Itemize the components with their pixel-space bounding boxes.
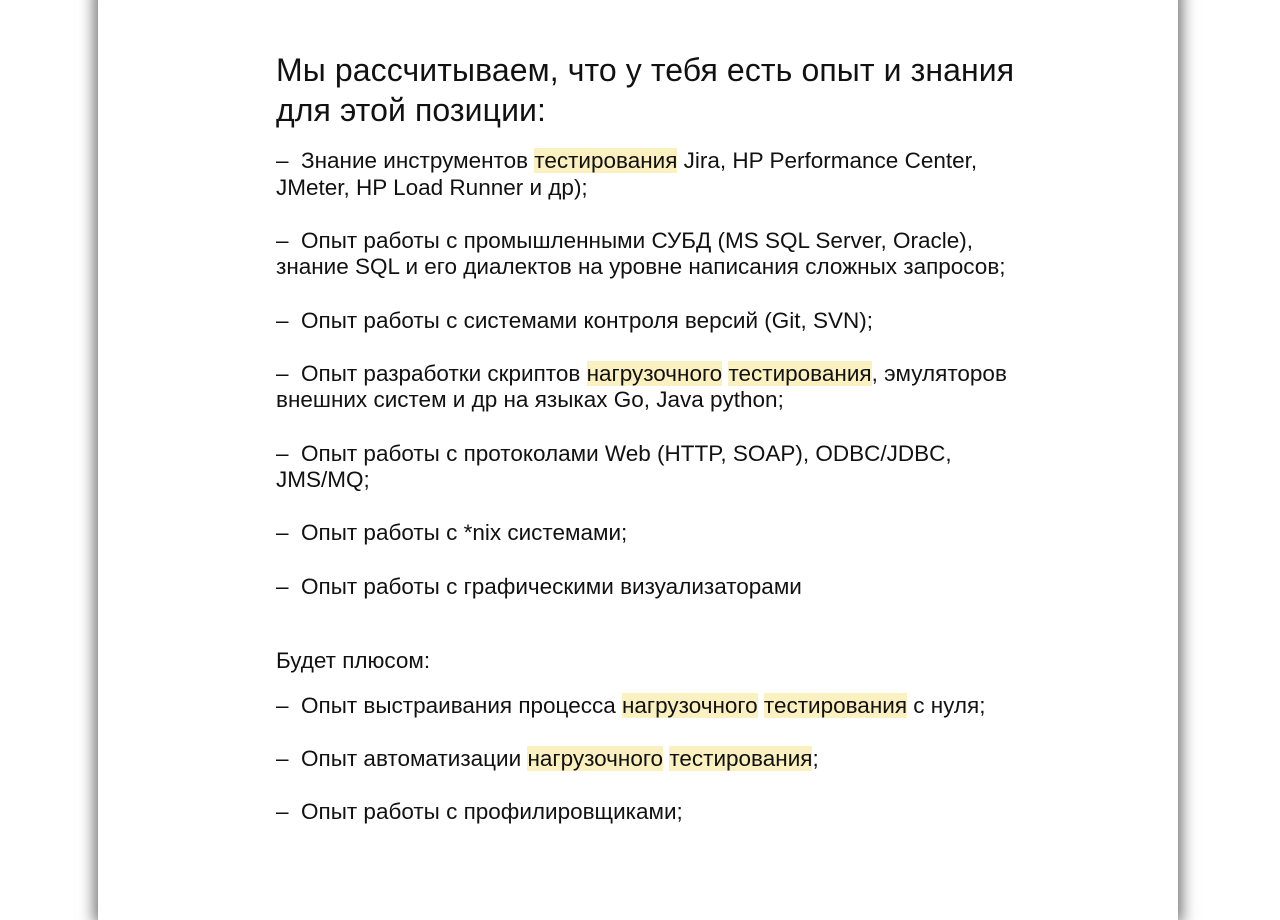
spacer — [276, 414, 1016, 441]
search-highlight: нагрузочного — [621, 692, 758, 718]
spacer — [276, 600, 1016, 648]
text-run: – Опыт работы с промышленными СУБД (MS SQL Server, Oracle), знание SQL и его диалектов на уровне написания сложных запросов; — [276, 227, 1006, 280]
spacer — [276, 772, 1016, 799]
plus-item — [276, 799, 1016, 826]
plus-item — [276, 746, 1016, 773]
text-run: , эмуляторов внешних систем и др на языках Go, Java python; — [276, 360, 1014, 413]
requirement-item — [276, 308, 1016, 335]
section-heading: Мы рассчитываем, что у тебя есть опыт и знания для этой позиции: — [276, 52, 1015, 128]
text-run: – Опыт работы с графическими визуализаторами — [276, 573, 802, 599]
plus-heading: Будет плюсом: — [276, 648, 431, 674]
text-run: – Опыт разработки скриптов — [276, 360, 587, 386]
text-run: ; — [812, 745, 819, 771]
text-run: – Опыт работы с *nix системами; — [276, 520, 628, 546]
spacer — [276, 334, 1016, 361]
requirement-item — [276, 520, 1016, 547]
text-run: – Опыт выстраивания процесса — [276, 692, 622, 718]
search-highlight: тестирования — [534, 148, 678, 173]
text-run: – Опыт работы с протоколами Web (HTTP, SOAP), ODBC/JDBC, JMS/MQ; — [276, 440, 958, 493]
text-run: – Опыт работы с профилировщиками; — [276, 799, 683, 825]
search-highlight: тестирования — [728, 360, 872, 386]
search-highlight: нагрузочного — [527, 745, 664, 771]
requirement-item — [276, 574, 1016, 601]
search-highlight: нагрузочного — [586, 360, 723, 386]
requirement-item — [276, 228, 1016, 281]
search-highlight: тестирования — [763, 692, 907, 718]
text-run — [758, 693, 764, 718]
text-run: – Опыт автоматизации — [276, 745, 528, 771]
spacer — [276, 494, 1016, 521]
text-run: – Опыт работы с системами контроля версий (Git, SVN); — [276, 307, 874, 333]
spacer — [276, 719, 1016, 746]
spacer — [276, 547, 1016, 574]
requirement-item — [276, 361, 1016, 414]
plus-item — [276, 693, 1016, 720]
spacer — [276, 281, 1016, 308]
text-run: Jira, HP Performance Center, JMeter, HP Load Runner и др); — [276, 148, 984, 200]
search-highlight: тестирования — [669, 745, 813, 771]
text-run: с нуля; — [907, 692, 986, 718]
page-content — [276, 50, 1016, 826]
text-run: – Знание инструментов — [276, 148, 535, 173]
spacer — [276, 201, 1016, 228]
requirement-item — [276, 148, 1016, 201]
requirement-item — [276, 441, 1016, 494]
